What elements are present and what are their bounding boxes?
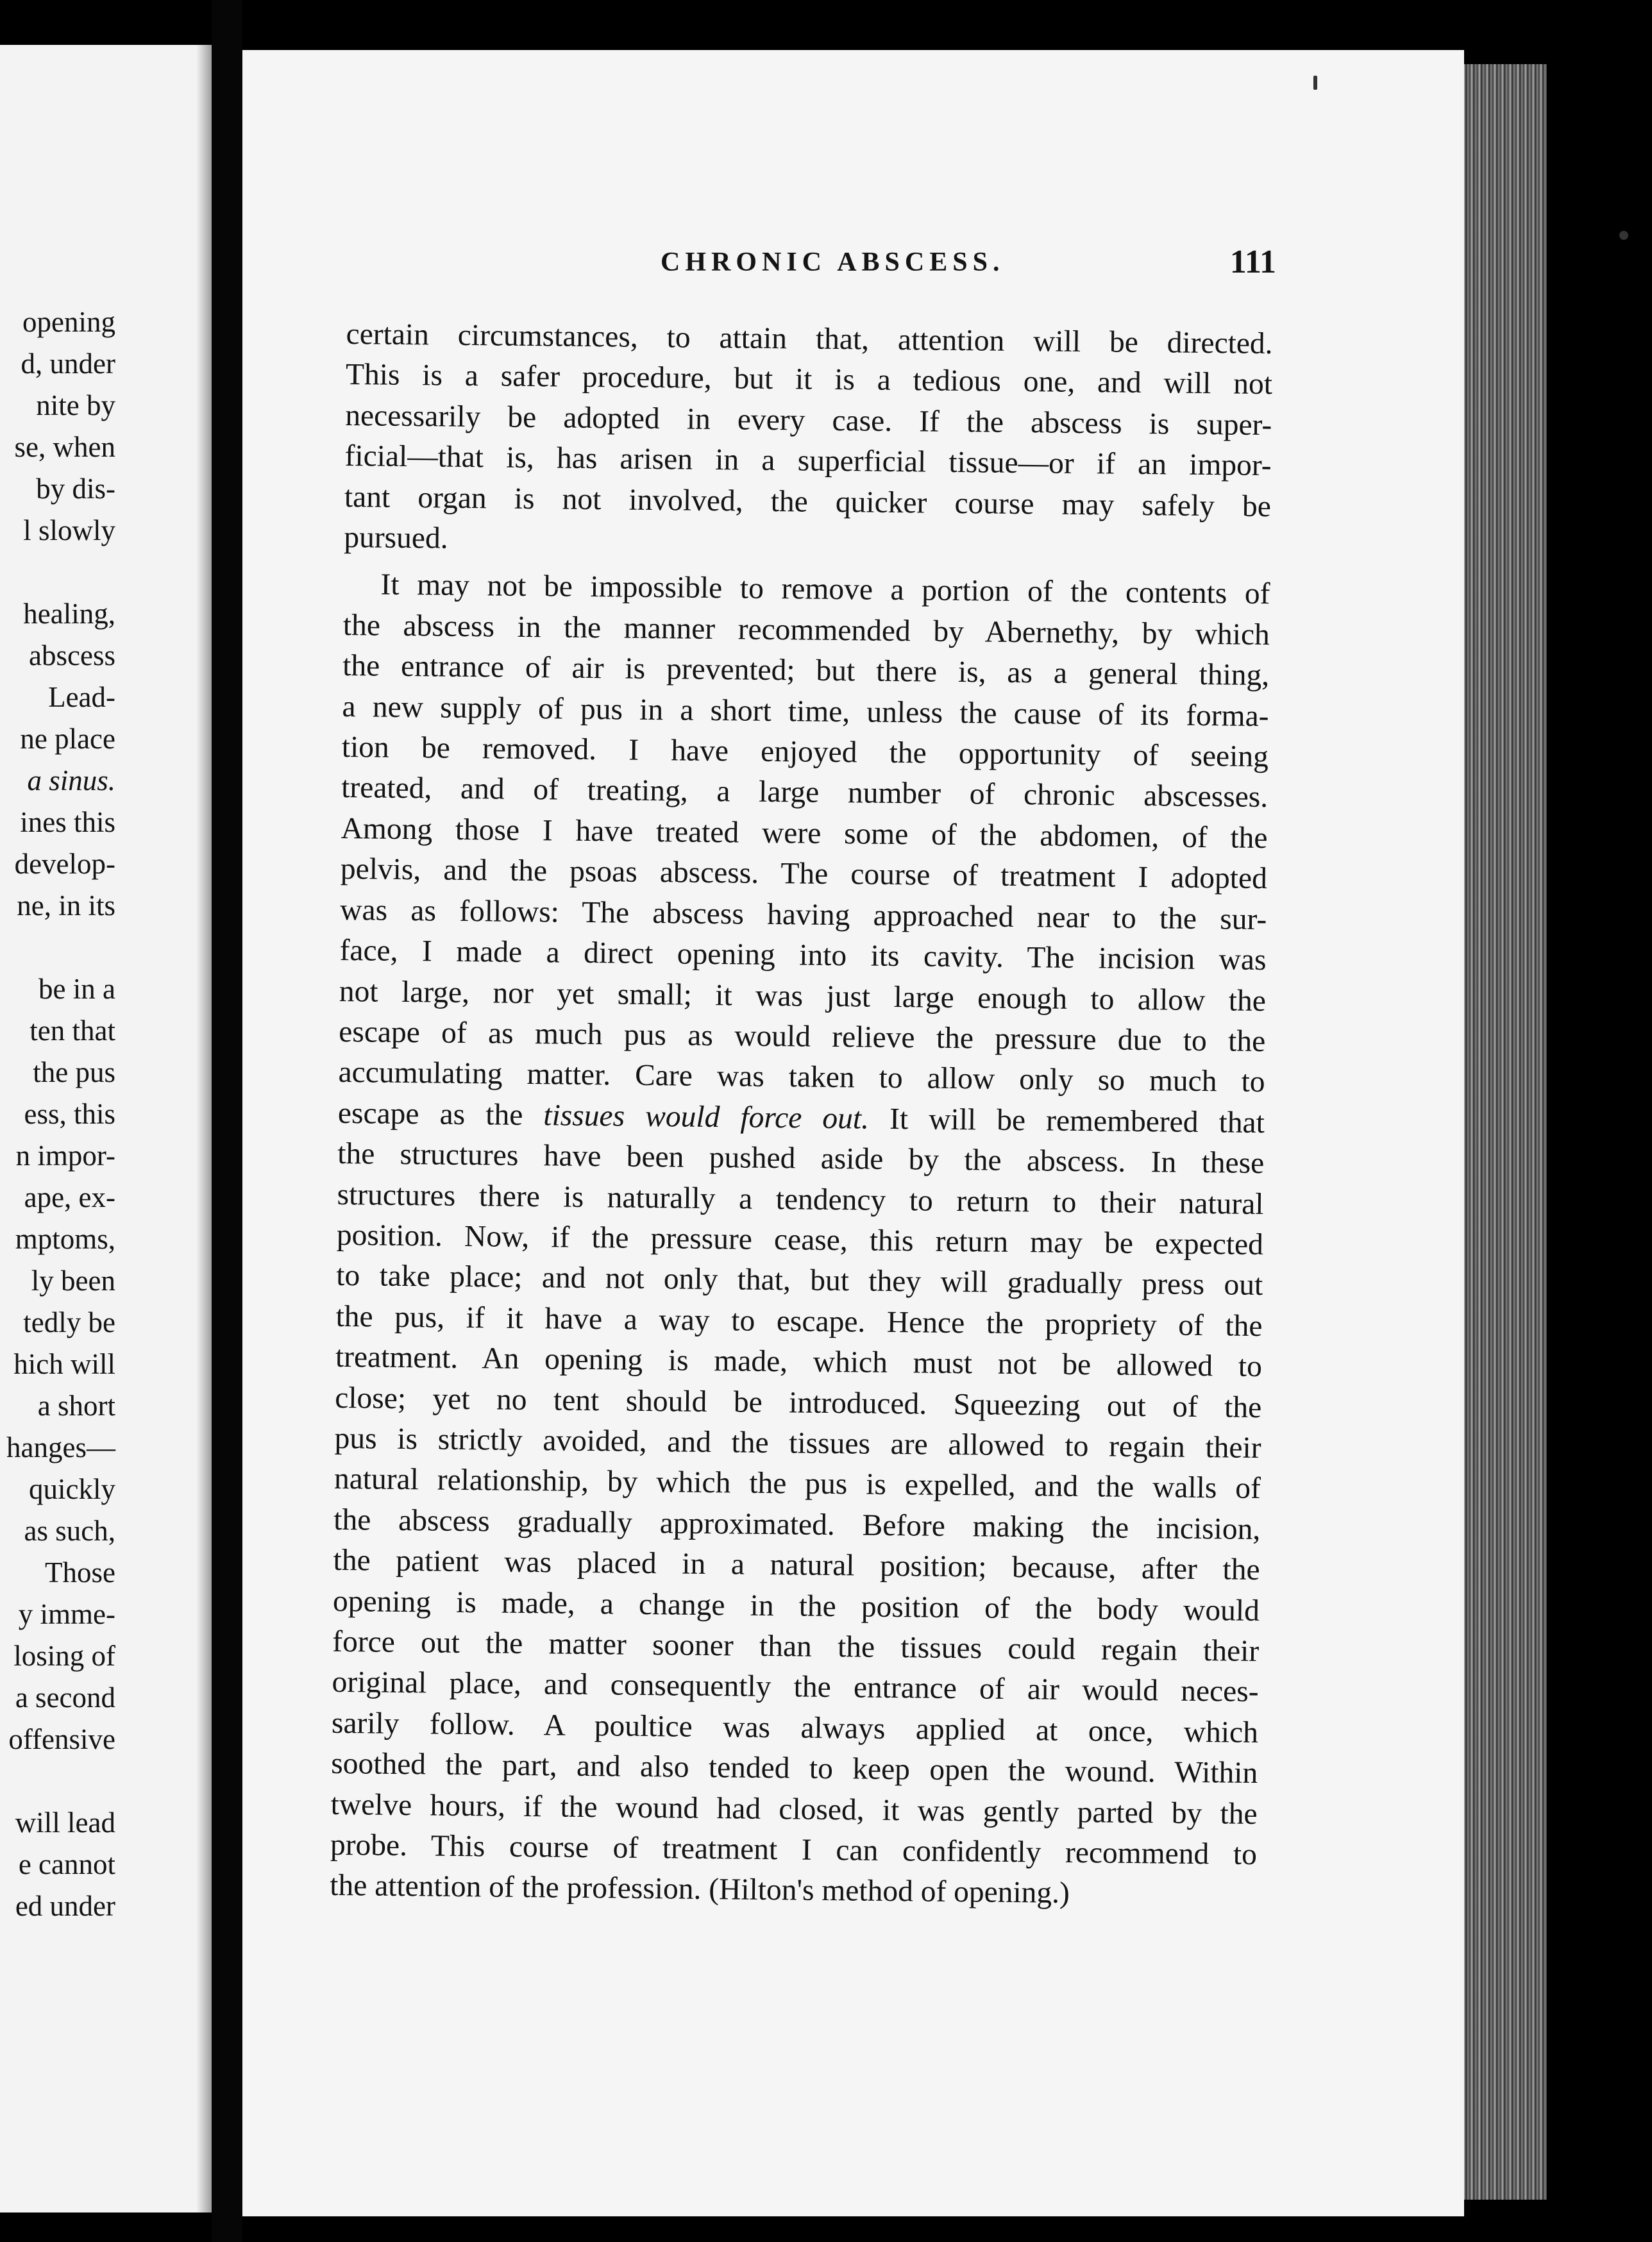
text-line: a new supply of pus in a short time, unless the cause of its forma- xyxy=(342,689,1269,733)
previous-page-line: ne place xyxy=(20,723,115,755)
text-line: the abscess gradually approximated. Before making the incision, xyxy=(333,1503,1261,1546)
previous-page-line: mptoms, xyxy=(15,1223,115,1255)
text-line: treatment. An opening is made, which must not be allowed to xyxy=(335,1340,1263,1384)
previous-page-line: a sinus. xyxy=(27,764,115,796)
text-line: soothed the part, and also tended to keep open the wound. Within xyxy=(331,1747,1258,1791)
text-line: force out the matter sooner than the tissues could regain their xyxy=(332,1624,1260,1669)
text-line: face, I made a direct opening into its cavity. The incision was xyxy=(339,934,1267,977)
page-number: 111 xyxy=(1229,244,1276,280)
page-body xyxy=(330,314,1273,1916)
previous-page-line: y imme- xyxy=(18,1598,115,1630)
text-line: structures there is naturally a tendency to return to their natural xyxy=(337,1177,1264,1221)
text-line: certain circumstances, to attain that, attention will be directed. xyxy=(346,317,1273,361)
text-line: the pus, if it have a way to escape. Hence the propriety of the xyxy=(335,1299,1263,1343)
previous-page-line: ten that xyxy=(30,1015,115,1047)
page-header xyxy=(661,244,1276,292)
previous-page-line: ape, ex- xyxy=(24,1181,115,1213)
previous-page-line: as such, xyxy=(24,1515,115,1547)
previous-page-line: nite by xyxy=(36,389,115,421)
previous-page-line: abscess xyxy=(29,639,115,671)
previous-page-line: ly been xyxy=(31,1265,115,1297)
previous-page-line: a second xyxy=(15,1682,115,1714)
text-line: pelvis, and the psoas abscess. The course of treatment I adopted xyxy=(340,852,1268,896)
previous-page-line: the pus xyxy=(33,1056,115,1088)
text-line: the entrance of air is prevented; but there is, as a general thing, xyxy=(342,649,1270,693)
text-line: treated, and of treating, a large number of chronic abscesses. xyxy=(341,771,1268,814)
text-line: close; yet no tent should be introduced. Squeezing out of the xyxy=(335,1381,1262,1424)
previous-page-line: quickly xyxy=(29,1473,115,1505)
previous-page-text xyxy=(6,301,115,1927)
paragraph xyxy=(344,314,1273,568)
paragraph xyxy=(330,564,1270,1916)
previous-page-line: ess, this xyxy=(24,1098,115,1130)
text-line: pus is strictly avoided, and the tissues are allowed to regain their xyxy=(334,1421,1261,1465)
previous-page-line: be in a xyxy=(38,973,115,1005)
book-spine xyxy=(212,0,242,2242)
page-edges xyxy=(1451,64,1547,2200)
text-line: Among those I have treated were some of the abdomen, of the xyxy=(341,811,1268,855)
text-line: tion be removed. I have enjoyed the opportunity of seeing xyxy=(341,730,1269,774)
text-line: the structures have been pushed aside by the abscess. In these xyxy=(337,1137,1265,1181)
previous-page-line: ne, in its xyxy=(17,889,115,922)
previous-page-line: d, under xyxy=(21,348,115,380)
text-line: accumulating matter. Care was taken to allow only so much to xyxy=(338,1056,1265,1099)
gutter-shadow xyxy=(196,45,212,2212)
previous-page-line: e cannot xyxy=(18,1848,115,1880)
text-line: This is a safer procedure, but it is a tedious one, and will not xyxy=(345,358,1273,401)
text-line: sarily follow. A poultice was always applied at once, which xyxy=(331,1706,1259,1749)
scan-speck xyxy=(1313,76,1317,90)
text-line: ficial—that is, has arisen in a superficial tissue—or if an impor- xyxy=(344,439,1272,483)
previous-page-line: develop- xyxy=(14,848,115,880)
text-line: natural relationship, by which the pus is expelled, and the walls of xyxy=(333,1462,1261,1506)
previous-page-line: Those xyxy=(45,1556,115,1589)
text-line: the attention of the profession. (Hilton's method of opening.) xyxy=(330,1869,1070,1910)
previous-page-line: ed under xyxy=(15,1890,115,1922)
italic-phrase: tissues would force out. xyxy=(543,1099,870,1136)
text-run: escape as the xyxy=(337,1096,544,1133)
text-line: It may not be impossible to remove a portion of the contents of xyxy=(380,568,1270,611)
previous-page-line: losing of xyxy=(13,1640,115,1672)
text-line: the abscess in the manner recommended by Abernethy, by which xyxy=(342,608,1270,652)
previous-page-line: opening xyxy=(22,306,115,338)
text-line: was as follows: The abscess having approached near to the sur- xyxy=(340,893,1267,936)
text-line: necessarily be adopted in every case. If the abscess is super- xyxy=(345,398,1272,442)
previous-page-line: l slowly xyxy=(23,514,115,546)
text-line: opening is made, a change in the position of the body would xyxy=(332,1584,1260,1628)
previous-page-line: by dis- xyxy=(36,473,115,505)
scan-speck xyxy=(1619,231,1628,240)
text-line: tant organ is not involved, the quicker course may safely be xyxy=(344,480,1272,523)
previous-page-line: healing, xyxy=(23,598,115,630)
text-line: the patient was placed in a natural position; because, after the xyxy=(333,1544,1260,1587)
text-line: to take place; and not only that, but they will gradually press out xyxy=(336,1259,1263,1302)
text-line: probe. This course of treatment I can confidently recommend to xyxy=(330,1828,1258,1872)
text-line: not large, nor yet small; it was just large enough to allow the xyxy=(339,974,1267,1018)
text-line: pursued. xyxy=(344,521,448,555)
previous-page-line: se, when xyxy=(14,431,115,463)
previous-page-line: will lead xyxy=(15,1807,115,1839)
previous-page-line: hich will xyxy=(13,1348,115,1380)
previous-page-line: tedly be xyxy=(23,1306,115,1338)
text-line: twelve hours, if the wound had closed, it was gently parted by the xyxy=(330,1787,1258,1831)
text-line: original place, and consequently the entrance of air would neces- xyxy=(332,1665,1259,1709)
previous-page-line: a short xyxy=(37,1390,115,1422)
text-line: position. Now, if the pressure cease, this return may be expected xyxy=(336,1218,1264,1261)
previous-page-line: ines this xyxy=(20,806,115,838)
text-line: escape of as much pus as would relieve the pressure due to the xyxy=(339,1015,1266,1058)
previous-page-line: n impor- xyxy=(15,1140,115,1172)
previous-page xyxy=(0,45,212,2212)
previous-page-line: hanges— xyxy=(6,1431,115,1463)
previous-page-line: offensive xyxy=(8,1723,115,1755)
running-head: CHRONIC ABSCESS. xyxy=(661,248,1005,277)
previous-page-line: Lead- xyxy=(48,681,115,713)
text-run: It will be remembered that xyxy=(868,1102,1265,1140)
